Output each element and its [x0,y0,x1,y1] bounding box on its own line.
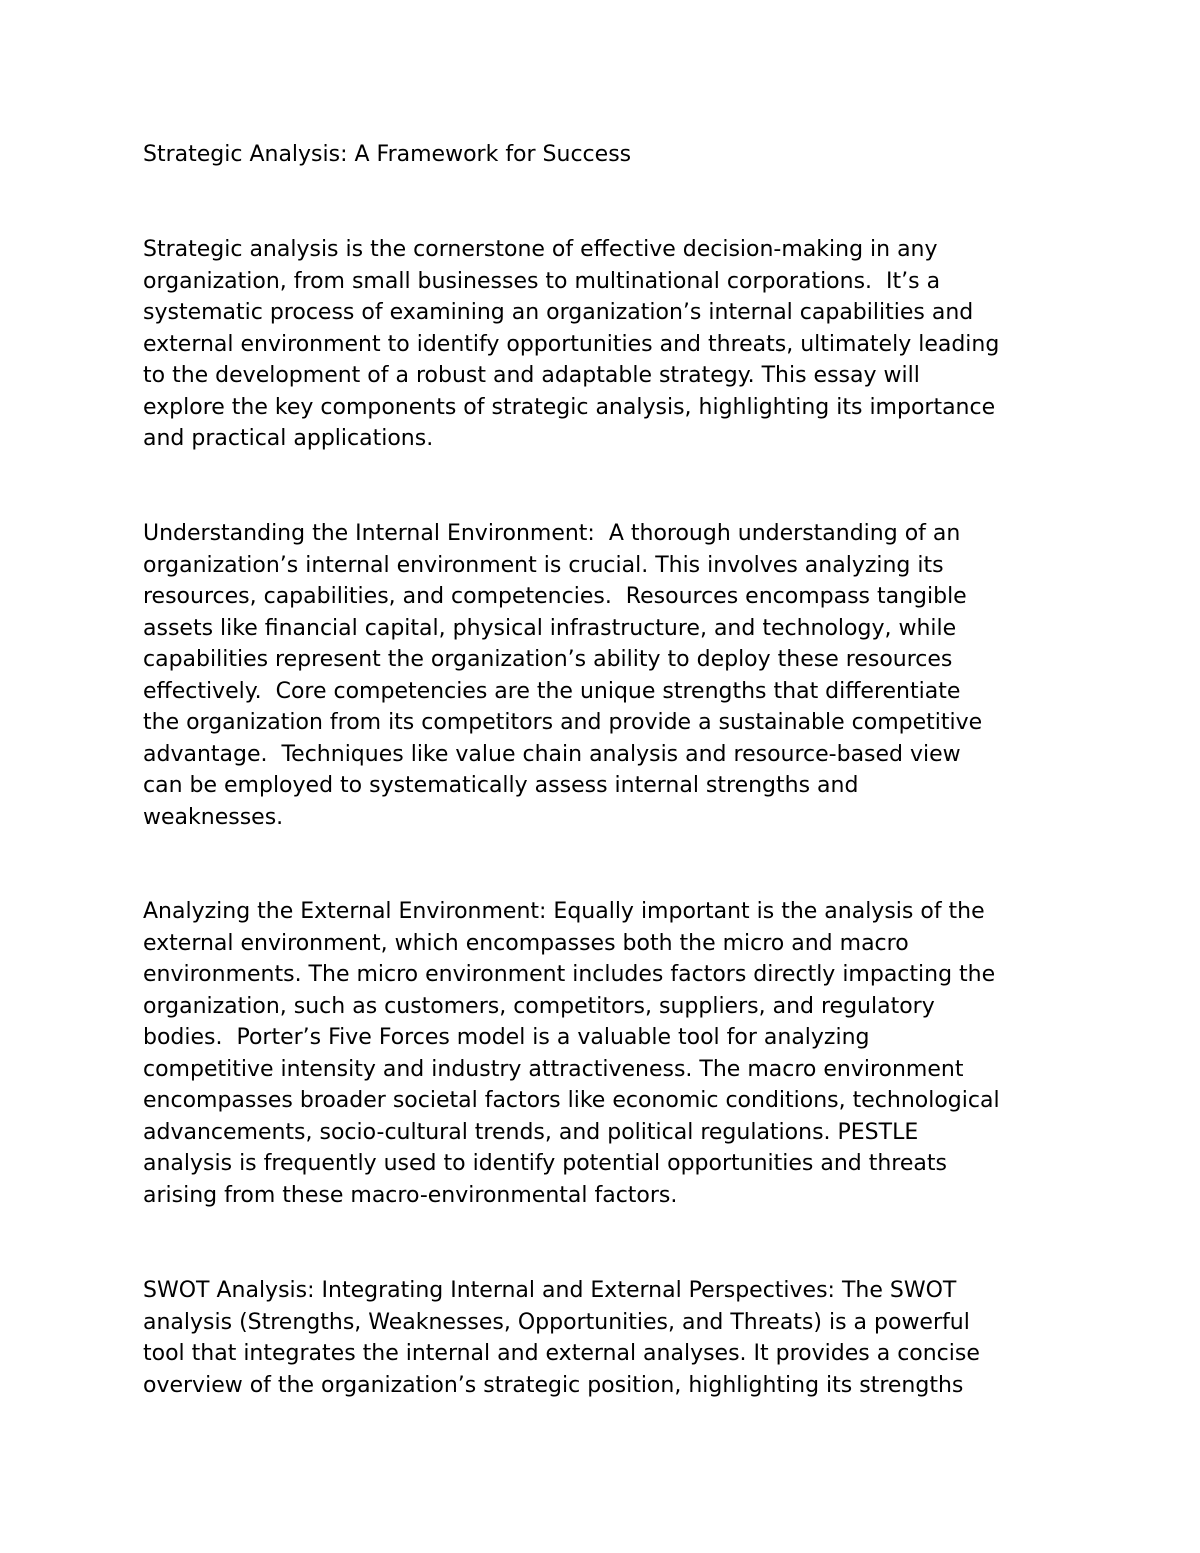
document-title: Strategic Analysis: A Framework for Success [143,142,632,167]
paragraph-internal-environment: Understanding the Internal Environment: A thorough understanding of an organization’s internal environment is crucial. This involves analyzing its resources, capabilities, and competencies. Resources encompass tangible assets like financial capital, physical infrastructure, and technology, while capabilities represent the organization’s ability to deploy these resources effectively. Core competencies are the unique strengths that differentiate the organization from its competitors and provide a sustainable competitive advantage. Techniques like value chain analysis and resource-based view can be employed to systematically assess internal strengths and weaknesses. [143,521,983,830]
paragraph-swot-analysis: SWOT Analysis: Integrating Internal and External Perspectives: The SWOT analysis (Strengths, Weaknesses, Opportunities, and Threats) is a powerful tool that integrates the internal and external analyses. It provides a concise overview of the organization’s strategic position, highlighting its strengths [143,1278,980,1398]
paragraph-introduction: Strategic analysis is the cornerstone of effective decision-making in any organization, from small businesses to multinational corporations. It’s a systematic process of examining an organization’s internal capabilities and external environment to identify opportunities and threats, ultimately leading to the development of a robust and adaptable strategy. This essay will explore the key components of strategic analysis, highlighting its importance and practical applications. [143,237,1000,451]
paragraph-external-environment: Analyzing the External Environment: Equally important is the analysis of the external environment, which encompasses both the micro and macro environments. The micro environment includes factors directly impacting the organization, such as customers, competitors, suppliers, and regulatory bodies. Porter’s Five Forces model is a valuable tool for analyzing competitive intensity and industry attractiveness. The macro environment encompasses broader societal factors like economic conditions, technological advancements, socio-cultural trends, and political regulations. PESTLE analysis is frequently used to identify potential opportunities and threats arising from these macro-environmental factors. [143,899,1000,1208]
